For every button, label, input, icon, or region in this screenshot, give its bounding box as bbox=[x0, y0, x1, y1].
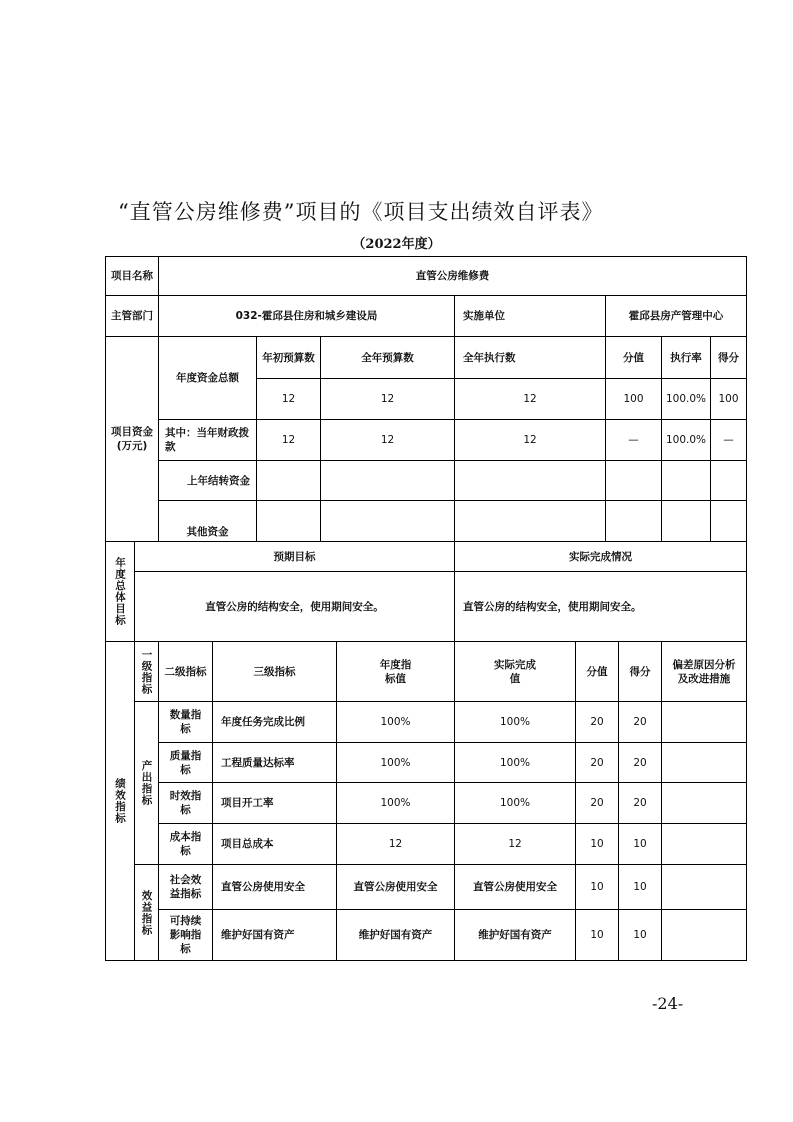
funds-cell: 100 bbox=[710, 378, 747, 420]
perf-score: 20 bbox=[618, 742, 662, 783]
perf-level2: 成本指标 bbox=[158, 823, 213, 865]
funds-cell: 12 bbox=[320, 378, 455, 420]
perf-reason bbox=[661, 864, 747, 910]
funds-cell: 12 bbox=[454, 419, 606, 461]
perf-score: 20 bbox=[618, 701, 662, 743]
page-title: “直管公房维修费”项目的《项目支出绩效自评表》 bbox=[118, 200, 604, 224]
funds-cell: 100.0% bbox=[661, 419, 711, 461]
perf-score-value: 20 bbox=[575, 701, 619, 743]
perf-header: 年度指标值 bbox=[336, 641, 455, 702]
perf-level3: 项目总成本 bbox=[212, 823, 337, 865]
perf-level2: 社会效益指标 bbox=[158, 864, 213, 910]
funds-cell: 12 bbox=[256, 419, 321, 461]
page-number: -24- bbox=[652, 994, 684, 1013]
project-name-label: 项目名称 bbox=[105, 256, 159, 296]
funds-cell bbox=[661, 460, 711, 501]
perf-level2: 质量指标 bbox=[158, 742, 213, 783]
perf-level3: 年度任务完成比例 bbox=[212, 701, 337, 743]
perf-score-value: 10 bbox=[575, 864, 619, 910]
funds-row-label: 其中：当年财政拨款 bbox=[158, 419, 257, 461]
funds-section-label: 项目资金(万元) bbox=[105, 336, 159, 542]
perf-target: 12 bbox=[336, 823, 455, 865]
funds-header: 得分 bbox=[710, 336, 747, 379]
perf-level3: 直管公房使用安全 bbox=[212, 864, 337, 910]
page-subtitle: （2022年度） bbox=[352, 237, 441, 252]
perf-score: 10 bbox=[618, 864, 662, 910]
goals-expected-text: 直管公房的结构安全，使用期间安全。 bbox=[134, 571, 455, 642]
funds-row-label: 上年结转资金 bbox=[158, 460, 257, 501]
goals-actual-header: 实际完成情况 bbox=[454, 541, 747, 572]
perf-score: 20 bbox=[618, 782, 662, 824]
impl-value: 霍邱县房产管理中心 bbox=[605, 295, 747, 337]
perf-header: 三级指标 bbox=[212, 641, 337, 702]
perf-score: 10 bbox=[618, 909, 662, 961]
funds-cell bbox=[710, 500, 747, 542]
funds-header: 全年预算数 bbox=[320, 336, 455, 379]
perf-group-output-text: 产出指标 bbox=[140, 760, 153, 806]
perf-target: 100% bbox=[336, 742, 455, 783]
project-name-value: 直管公房维修费 bbox=[158, 256, 747, 296]
perf-actual: 100% bbox=[454, 701, 576, 743]
perf-reason bbox=[661, 742, 747, 783]
perf-group-output bbox=[134, 701, 159, 865]
perf-actual: 100% bbox=[454, 782, 576, 824]
funds-header: 分值 bbox=[605, 336, 662, 379]
perf-actual: 直管公房使用安全 bbox=[454, 864, 576, 910]
dept-label: 主管部门 bbox=[105, 295, 159, 337]
perf-score-value: 10 bbox=[575, 909, 619, 961]
perf-target: 维护好国有资产 bbox=[336, 909, 455, 961]
dept-value: 032-霍邱县住房和城乡建设局 bbox=[158, 295, 455, 337]
perf-actual: 100% bbox=[454, 742, 576, 783]
perf-actual: 12 bbox=[454, 823, 576, 865]
funds-cell: 12 bbox=[454, 378, 606, 420]
goals-actual-text: 直管公房的结构安全，使用期间安全。 bbox=[454, 571, 747, 642]
perf-score-value: 20 bbox=[575, 782, 619, 824]
perf-header-level1-text: 一级指标 bbox=[140, 648, 153, 695]
perf-header: 得分 bbox=[618, 641, 662, 702]
funds-cell bbox=[454, 500, 606, 542]
funds-cell bbox=[605, 460, 662, 501]
funds-cell bbox=[710, 460, 747, 501]
funds-cell bbox=[256, 460, 321, 501]
perf-score-value: 10 bbox=[575, 823, 619, 865]
funds-cell bbox=[256, 500, 321, 542]
perf-level3: 维护好国有资产 bbox=[212, 909, 337, 961]
funds-cell bbox=[320, 500, 455, 542]
funds-cell bbox=[320, 460, 455, 501]
perf-header: 实际完成值 bbox=[454, 641, 576, 702]
perf-reason bbox=[661, 823, 747, 865]
goals-expected-header: 预期目标 bbox=[134, 541, 455, 572]
perf-actual: 维护好国有资产 bbox=[454, 909, 576, 961]
perf-section-label bbox=[105, 641, 135, 961]
funds-cell: 100.0% bbox=[661, 378, 711, 420]
impl-label: 实施单位 bbox=[454, 295, 606, 337]
funds-cell bbox=[661, 500, 711, 542]
perf-level2: 数量指标 bbox=[158, 701, 213, 743]
perf-header: 分值 bbox=[575, 641, 619, 702]
perf-level2: 可持续影响指标 bbox=[158, 909, 213, 961]
perf-section-text: 绩效指标 bbox=[114, 778, 126, 824]
perf-score: 10 bbox=[618, 823, 662, 865]
funds-row-label: 其他资金 bbox=[158, 500, 257, 542]
perf-group-benefit bbox=[134, 864, 159, 961]
funds-header: 全年执行数 bbox=[454, 336, 606, 379]
perf-header: 二级指标 bbox=[158, 641, 213, 702]
goals-section-label bbox=[105, 541, 135, 642]
funds-header: 年初预算数 bbox=[256, 336, 321, 379]
perf-group-benefit-text: 效益指标 bbox=[140, 889, 153, 936]
funds-cell bbox=[454, 460, 606, 501]
funds-cell: 12 bbox=[320, 419, 455, 461]
funds-cell: — bbox=[605, 419, 662, 461]
perf-target: 直管公房使用安全 bbox=[336, 864, 455, 910]
funds-cell: 12 bbox=[256, 378, 321, 420]
funds-cell bbox=[605, 500, 662, 542]
funds-row-label: 年度资金总额 bbox=[158, 336, 257, 420]
perf-header-level1 bbox=[134, 641, 159, 702]
perf-target: 100% bbox=[336, 782, 455, 824]
perf-level2: 时效指标 bbox=[158, 782, 213, 824]
funds-cell: 100 bbox=[605, 378, 662, 420]
perf-level3: 项目开工率 bbox=[212, 782, 337, 824]
perf-reason bbox=[661, 909, 747, 961]
funds-cell: — bbox=[710, 419, 747, 461]
perf-reason bbox=[661, 701, 747, 743]
perf-level3: 工程质量达标率 bbox=[212, 742, 337, 783]
perf-score-value: 20 bbox=[575, 742, 619, 783]
perf-reason bbox=[661, 782, 747, 824]
funds-header: 执行率 bbox=[661, 336, 711, 379]
perf-header: 偏差原因分析及改进措施 bbox=[661, 641, 747, 702]
goals-section-text: 年度总体目标 bbox=[114, 557, 126, 626]
perf-target: 100% bbox=[336, 701, 455, 743]
